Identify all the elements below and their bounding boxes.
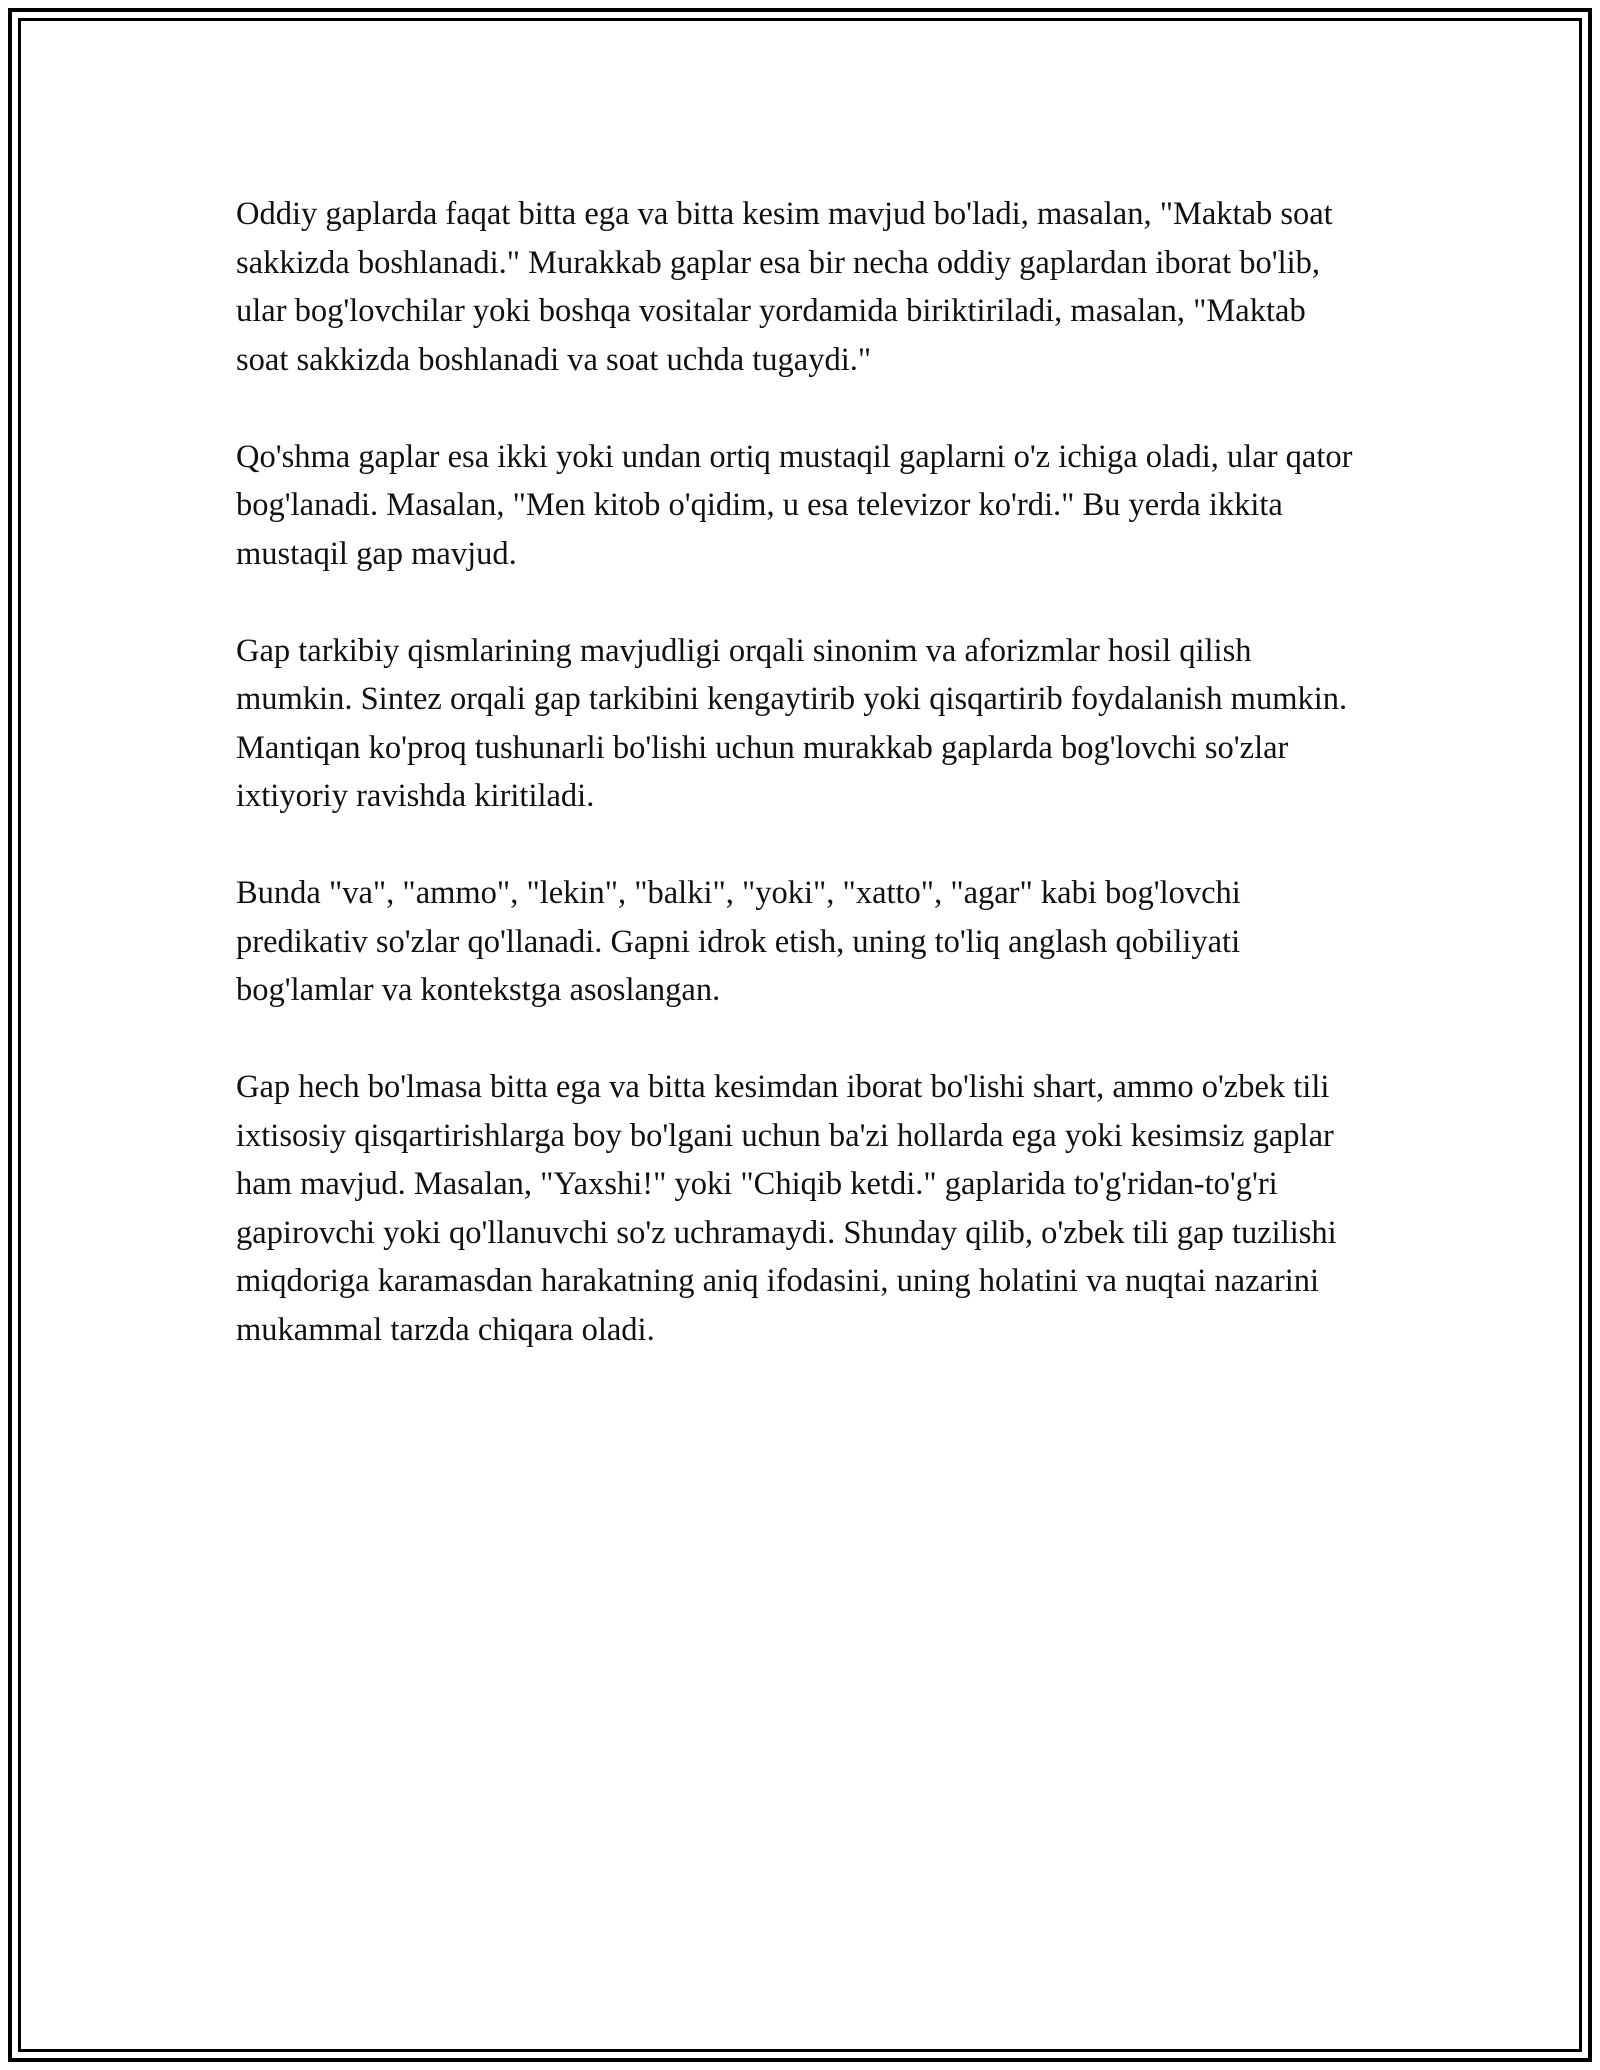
paragraph-compound-sentences: Qo'shma gaplar esa ikki yoki undan ortiq mustaqil gaplarni o'z ichiga oladi, ular qator bog'lanadi. Masalan, "Men kitob o'qidim, u esa televizor ko'rdi." Bu yerda ikkita mustaqil gap mavjud. <box>236 438 1353 572</box>
paragraph-sentence-structure: Gap hech bo'lmasa bitta ega va bitta kesimdan iborat bo'lishi shart, ammo o'zbek tili ixtisosiy qisqartirishlarga boy bo'lgani uchun ba'zi hollarda ega yoki kesimsiz gaplar ham mavjud. Masalan, "Yaxshi!" yoki "Chiqib ketdi." gaplarida to'g'ridan-to'g'ri gapirovchi yoki qo'llanuvchi so'z uchramaydi. Shunday qilib, o'zbek tili gap tuzilishi miqdoriga karamasdan harakatning aniq ifodasini, uning holatini va nuqtai nazarini mukammal tarzda chiqara oladi. <box>236 1069 1337 1348</box>
paragraph-simple-and-complex-sentences: Oddiy gaplarda faqat bitta ega va bitta kesim mavjud bo'ladi, masalan, "Maktab soat sakkizda boshlanadi." Murakkab gaplar esa bir necha oddiy gaplardan iborat bo'lib, ular bog'lovchilar yoki boshqa vositalar yordamida biriktiriladi, masalan, "Maktab soat sakkizda boshlanadi va soat uchda tugaydi." <box>236 196 1333 378</box>
paragraph-conjunctions: Bunda "va", "ammo", "lekin", "balki", "yoki", "xatto", "agar" kabi bog'lovchi predikativ so'zlar qo'llanadi. Gapni idrok etish, uning to'liq anglash qobiliyati bog'lamlar va kontekstga asoslangan. <box>236 875 1241 1008</box>
document-body <box>236 190 1366 1403</box>
paragraph-sentence-components: Gap tarkibiy qismlarining mavjudligi orqali sinonim va aforizmlar hosil qilish mumkin. Sintez orqali gap tarkibini kengaytirib yoki qisqartirib foydalanish mumkin. Mantiqan ko'proq tushunarli bo'lishi uchun murakkab gaplarda bog'lovchi so'zlar ixtiyoriy ravishda kiritiladi. <box>236 632 1348 814</box>
